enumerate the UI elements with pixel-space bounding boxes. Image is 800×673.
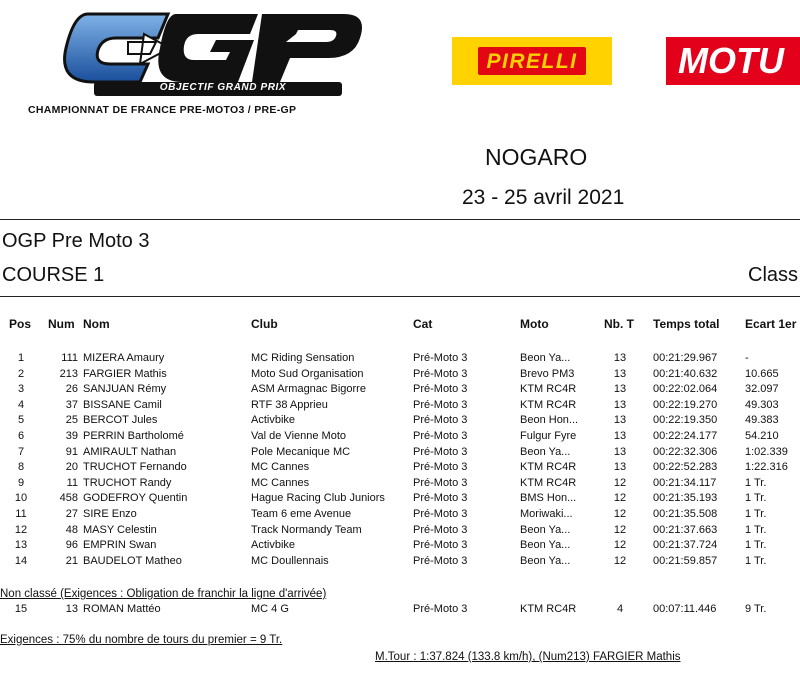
cell-gap: -	[745, 352, 749, 364]
cell-nom: TRUCHOT Randy	[83, 476, 172, 489]
cell-nom: BAUDELOT Matheo	[83, 554, 182, 567]
requirements-note: Exigences : 75% du nombre de tours du premier = 9 Tr.	[0, 634, 283, 646]
cell-gap: 49.383	[745, 414, 779, 427]
cell-gap: 1 Tr.	[745, 476, 767, 489]
cell-club: MC 4 G	[251, 603, 289, 615]
cell-num: 111	[61, 352, 78, 364]
cell-moto: KTM RC4R	[520, 461, 577, 474]
cell-club: Activbike	[251, 539, 296, 552]
col-header-gap: Ecart 1er	[745, 317, 797, 331]
cell-tours: 13	[613, 352, 627, 364]
ogp-logo	[58, 8, 368, 100]
cell-gap: 54.210	[745, 430, 779, 442]
cell-num: 27	[65, 508, 78, 520]
motul-logo: MOTU	[666, 37, 800, 85]
cell-nom: BERCOT Jules	[83, 414, 158, 427]
table-row	[0, 603, 800, 618]
cell-club: MC Doullennais	[251, 554, 329, 567]
cell-gap: 1 Tr.	[745, 508, 767, 520]
cell-pos: 5	[17, 414, 25, 427]
cell-club: Activbike	[251, 414, 296, 427]
cell-gap: 1 Tr.	[745, 554, 767, 567]
cell-time: 00:21:40.632	[653, 367, 718, 380]
cell-moto: Beon Ya...	[520, 539, 571, 552]
cell-moto: Beon Ya...	[520, 554, 571, 567]
cell-moto: KTM RC4R	[520, 603, 577, 615]
cell-gap: 32.097	[745, 383, 779, 396]
cell-moto: Moriwaki...	[520, 508, 573, 520]
table-row	[0, 477, 800, 492]
cell-cat: Pré-Moto 3	[413, 352, 468, 364]
cell-nom: MASY Celestin	[83, 523, 157, 536]
cell-num: 26	[65, 383, 78, 396]
cell-moto: KTM RC4R	[520, 383, 577, 396]
cell-gap: 10.665	[745, 367, 779, 380]
cell-tours: 13	[613, 383, 627, 396]
cell-nom: BISSANE Camil	[83, 398, 162, 411]
divider-middle	[0, 296, 800, 297]
cell-cat: Pré-Moto 3	[413, 492, 468, 505]
cell-num: 21	[65, 554, 78, 567]
cell-tours: 13	[613, 430, 627, 442]
cell-club: Hague Racing Club Juniors	[251, 492, 385, 505]
cell-tours: 12	[613, 476, 627, 489]
non-classified-label: Non classé (Exigences : Obligation de franchir la ligne d'arrivée)	[0, 588, 327, 600]
cell-time: 00:21:34.117	[653, 476, 717, 489]
cell-cat: Pré-Moto 3	[413, 398, 468, 411]
cell-pos: 6	[17, 430, 25, 442]
table-row	[0, 524, 800, 539]
cell-nom: FARGIER Mathis	[83, 367, 167, 380]
cell-num: 458	[59, 492, 78, 505]
cell-tours: 12	[613, 508, 627, 520]
cell-time: 00:21:37.663	[653, 523, 718, 536]
table-row	[0, 539, 800, 554]
cell-cat: Pré-Moto 3	[413, 603, 468, 615]
table-row	[0, 461, 800, 476]
col-header-time: Temps total	[653, 317, 720, 331]
cell-time: 00:07:11.446	[653, 603, 717, 615]
cell-tours: 12	[613, 539, 627, 552]
col-header-cat: Cat	[413, 317, 433, 331]
cell-moto: KTM RC4R	[520, 398, 577, 411]
cell-cat: Pré-Moto 3	[413, 383, 468, 396]
cell-nom: SIRE Enzo	[83, 508, 137, 520]
cell-gap: 1 Tr.	[745, 492, 767, 505]
cell-cat: Pré-Moto 3	[413, 430, 468, 442]
cell-pos: 4	[17, 398, 25, 411]
col-header-tours: Nb. T	[604, 317, 634, 331]
cell-pos: 15	[14, 603, 28, 615]
cell-cat: Pré-Moto 3	[413, 445, 468, 458]
cell-cat: Pré-Moto 3	[413, 523, 468, 536]
cell-pos: 2	[17, 367, 25, 380]
cell-club: ASM Armagnac Bigorre	[251, 383, 366, 396]
cell-num: 20	[65, 461, 78, 474]
table-row	[0, 414, 800, 429]
cell-time: 00:22:02.064	[653, 383, 718, 396]
championship-subtitle: CHAMPIONNAT DE FRANCE PRE-MOTO3 / PRE-GP	[28, 104, 297, 116]
col-header-club: Club	[251, 317, 278, 331]
cell-moto: Beon Hon...	[520, 414, 579, 427]
divider-top	[0, 219, 800, 220]
cell-time: 00:22:19.350	[653, 414, 718, 427]
cell-cat: Pré-Moto 3	[413, 367, 468, 380]
cell-pos: 7	[17, 445, 25, 458]
cell-pos: 9	[17, 476, 25, 489]
cell-club: Pole Mecanique MC	[251, 445, 351, 458]
cell-tours: 4	[616, 603, 624, 615]
cell-moto: BMS Hon...	[520, 492, 577, 505]
cell-cat: Pré-Moto 3	[413, 554, 468, 567]
cell-num: 13	[65, 603, 78, 615]
cell-club: Val de Vienne Moto	[251, 430, 346, 442]
cell-club: MC Cannes	[251, 476, 310, 489]
cell-tours: 13	[613, 461, 627, 474]
session-name: COURSE 1	[2, 264, 105, 286]
logo-tagline: OBJECTIF GRAND PRIX	[159, 82, 287, 93]
col-header-moto: Moto	[520, 317, 549, 331]
col-header-num: Num	[48, 317, 75, 331]
cell-club: Moto Sud Organisation	[251, 367, 364, 380]
table-row	[0, 399, 800, 414]
table-row	[0, 508, 800, 523]
cell-moto: Beon Ya...	[520, 352, 571, 364]
cell-cat: Pré-Moto 3	[413, 539, 468, 552]
cell-nom: ROMAN Mattéo	[83, 603, 161, 615]
col-header-pos: Pos	[9, 317, 32, 331]
table-row	[0, 368, 800, 383]
cell-pos: 8	[17, 461, 25, 474]
cell-nom: SANJUAN Rémy	[83, 383, 167, 396]
table-row	[0, 555, 800, 570]
cell-time: 00:22:19.270	[653, 398, 718, 411]
table-row	[0, 352, 800, 367]
cell-tours: 13	[613, 445, 627, 458]
cell-tours: 13	[613, 414, 627, 427]
cell-pos: 11	[15, 508, 27, 520]
table-row	[0, 430, 800, 445]
cell-cat: Pré-Moto 3	[413, 461, 468, 474]
cell-gap: 1:22.316	[745, 461, 788, 474]
cell-moto: Fulgur Fyre	[520, 430, 577, 442]
cell-gap: 1 Tr.	[745, 539, 767, 552]
cell-gap: 1:02.339	[745, 445, 788, 458]
cell-tours: 12	[613, 523, 627, 536]
cell-moto: Brevo PM3	[520, 367, 575, 380]
cell-time: 00:21:37.724	[653, 539, 718, 552]
cell-pos: 10	[14, 492, 28, 505]
cell-pos: 1	[17, 352, 25, 364]
cell-gap: 1 Tr.	[745, 523, 767, 536]
cell-club: MC Cannes	[251, 461, 310, 474]
table-row	[0, 446, 800, 461]
cell-nom: PERRIN Bartholomé	[83, 430, 184, 442]
pirelli-text: PIRELLI	[478, 47, 585, 75]
cell-pos: 12	[14, 523, 28, 536]
cell-time: 00:22:52.283	[653, 461, 718, 474]
cell-num: 39	[65, 430, 78, 442]
cell-time: 00:22:24.177	[653, 430, 718, 442]
table-row	[0, 383, 800, 398]
cell-moto: KTM RC4R	[520, 476, 577, 489]
cell-nom: GODEFROY Quentin	[83, 492, 188, 505]
cell-tours: 12	[613, 492, 627, 505]
cell-nom: EMPRIN Swan	[83, 539, 157, 552]
cell-club: Track Normandy Team	[251, 523, 362, 536]
cell-nom: MIZERA Amaury	[83, 352, 165, 364]
cell-cat: Pré-Moto 3	[413, 476, 468, 489]
cell-time: 00:21:35.508	[653, 508, 718, 520]
cell-num: 25	[65, 414, 78, 427]
cell-tours: 13	[613, 398, 627, 411]
cell-time: 00:21:59.857	[653, 554, 718, 567]
cell-pos: 14	[14, 554, 28, 567]
cell-club: RTF 38 Apprieu	[251, 398, 328, 411]
cell-num: 48	[65, 523, 78, 536]
pirelli-logo	[452, 37, 612, 85]
cell-club: Team 6 eme Avenue	[251, 508, 352, 520]
cell-nom: AMIRAULT Nathan	[83, 445, 177, 458]
col-header-nom: Nom	[83, 317, 110, 331]
venue-title: NOGARO	[485, 144, 588, 170]
cell-club: MC Riding Sensation	[251, 352, 355, 364]
cell-cat: Pré-Moto 3	[413, 414, 468, 427]
cell-cat: Pré-Moto 3	[413, 508, 468, 520]
cell-pos: 13	[14, 539, 28, 552]
cell-tours: 12	[613, 554, 627, 567]
cell-num: 213	[59, 367, 78, 380]
cell-moto: Beon Ya...	[520, 445, 571, 458]
cell-num: 96	[65, 539, 78, 552]
cell-time: 00:21:35.193	[653, 492, 718, 505]
table-row	[0, 492, 800, 507]
cell-moto: Beon Ya...	[520, 523, 571, 536]
cell-num: 11	[66, 476, 78, 489]
cell-tours: 13	[613, 367, 627, 380]
cell-num: 37	[65, 398, 78, 411]
classification-label: Class	[748, 264, 799, 286]
cell-gap: 49.303	[745, 398, 779, 411]
cell-time: 00:22:32.306	[653, 445, 718, 458]
cell-num: 91	[65, 445, 78, 458]
series-name: OGP Pre Moto 3	[2, 230, 150, 252]
cell-gap: 9 Tr.	[745, 603, 767, 615]
cell-time: 00:21:29.967	[653, 352, 718, 364]
best-lap-note: M.Tour : 1:37.824 (133.8 km/h), (Num213) FARGIER Mathis	[375, 651, 681, 663]
event-dates: 23 - 25 avril 2021	[462, 186, 625, 209]
cell-pos: 3	[17, 383, 25, 396]
cell-nom: TRUCHOT Fernando	[83, 461, 187, 474]
